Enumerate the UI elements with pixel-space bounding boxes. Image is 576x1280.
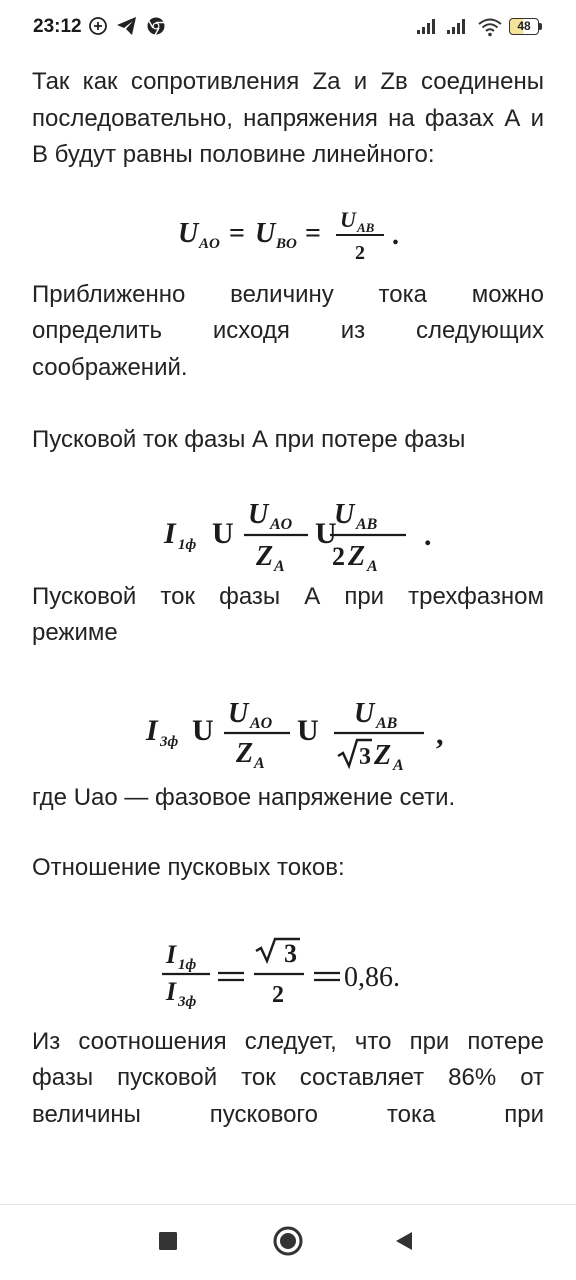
formula-single-phase-current bbox=[32, 459, 544, 579]
svg-text:AB: AB bbox=[357, 219, 375, 235]
status-bar bbox=[0, 0, 576, 56]
svg-text:I: I bbox=[166, 939, 177, 969]
telegram-icon bbox=[116, 16, 138, 41]
back-triangle-icon bbox=[393, 1230, 415, 1257]
svg-text:AB: AB bbox=[376, 714, 398, 732]
svg-text:.: . bbox=[424, 518, 432, 552]
svg-text:U: U bbox=[340, 206, 356, 232]
svg-text:U: U bbox=[192, 713, 214, 747]
svg-text:I: I bbox=[164, 516, 176, 550]
home-circle-icon bbox=[272, 1225, 304, 1262]
svg-text:2: 2 bbox=[272, 981, 284, 1008]
battery-icon: 48 bbox=[509, 18, 539, 35]
recents-square-icon bbox=[158, 1231, 178, 1256]
svg-text:U: U bbox=[178, 217, 199, 249]
svg-text:1ф: 1ф bbox=[178, 536, 197, 553]
svg-text:Z: Z bbox=[374, 739, 392, 771]
svg-text:AO: AO bbox=[250, 714, 273, 732]
svg-text:I: I bbox=[146, 713, 158, 747]
svg-text:=: = bbox=[305, 217, 321, 249]
svg-text:A: A bbox=[274, 557, 285, 575]
recents-button[interactable] bbox=[128, 1205, 208, 1280]
formula-three-phase-current bbox=[32, 652, 544, 780]
svg-text:U: U bbox=[228, 697, 249, 729]
svg-text:U: U bbox=[315, 516, 337, 550]
svg-text:,: , bbox=[436, 717, 444, 751]
svg-text:1ф: 1ф bbox=[178, 956, 197, 973]
svg-text:3ф: 3ф bbox=[178, 993, 197, 1010]
article-content[interactable] bbox=[32, 64, 544, 1204]
signal-icon bbox=[416, 18, 438, 34]
svg-text:A: A bbox=[367, 557, 378, 575]
svg-text:BO: BO bbox=[276, 235, 297, 252]
signal-icon bbox=[446, 18, 468, 34]
navigation-bar bbox=[0, 1204, 576, 1280]
svg-text:0,86.: 0,86. bbox=[344, 961, 400, 993]
paragraph-three-phase-current: Пусковой ток фазы А при трехфазном режиме bbox=[32, 582, 544, 646]
svg-text:3: 3 bbox=[284, 938, 297, 968]
svg-text:AO: AO bbox=[270, 515, 293, 533]
paragraph-intro: Так как сопротивления Za и Zв соединены последовательно, напряжения на фазах А и В будут равны половине линейного: bbox=[32, 68, 544, 168]
svg-text:U: U bbox=[248, 498, 269, 530]
battery-tip bbox=[539, 23, 542, 30]
svg-text:A: A bbox=[393, 756, 404, 774]
formula-current-ratio bbox=[32, 887, 544, 1024]
svg-text:2: 2 bbox=[332, 541, 345, 571]
paragraph-conclusion: Из соотношения следует, что при потере фазы пусковой ток составляет 86% от величины пускового тока при bbox=[32, 1027, 544, 1128]
svg-text:U: U bbox=[297, 713, 319, 747]
svg-text:AB: AB bbox=[356, 515, 378, 533]
svg-text:U: U bbox=[255, 217, 276, 249]
paragraph-current-ratio: Отношение пусковых токов: bbox=[32, 854, 345, 881]
svg-text:3ф: 3ф bbox=[160, 733, 179, 750]
status-time: 23:12 bbox=[33, 16, 82, 37]
svg-text:.: . bbox=[392, 219, 399, 251]
svg-text:Z: Z bbox=[236, 737, 254, 769]
back-button[interactable] bbox=[364, 1205, 444, 1280]
add-circle-icon bbox=[88, 16, 108, 41]
chrome-icon bbox=[146, 16, 166, 41]
svg-text:Z: Z bbox=[348, 540, 366, 572]
svg-text:I: I bbox=[166, 976, 177, 1006]
paragraph-single-phase-current: Пусковой ток фазы А при потере фазы bbox=[32, 426, 466, 453]
svg-text:U: U bbox=[212, 516, 234, 550]
wifi-icon bbox=[477, 17, 503, 42]
home-button[interactable] bbox=[248, 1205, 328, 1280]
paragraph-approximation: Приближенно величину тока можно определить исходя из следующих соображений. bbox=[32, 280, 544, 381]
svg-text:=: = bbox=[229, 217, 245, 249]
svg-text:U: U bbox=[334, 498, 355, 530]
formula-phase-voltage bbox=[32, 174, 544, 277]
svg-text:U: U bbox=[354, 697, 375, 729]
svg-text:A: A bbox=[254, 754, 265, 772]
svg-text:AO: AO bbox=[199, 235, 220, 252]
svg-text:3: 3 bbox=[359, 743, 371, 770]
svg-text:2: 2 bbox=[355, 241, 365, 264]
svg-text:Z: Z bbox=[256, 540, 274, 572]
paragraph-phase-voltage-note: где Uao — фазовое напряжение сети. bbox=[32, 783, 456, 811]
